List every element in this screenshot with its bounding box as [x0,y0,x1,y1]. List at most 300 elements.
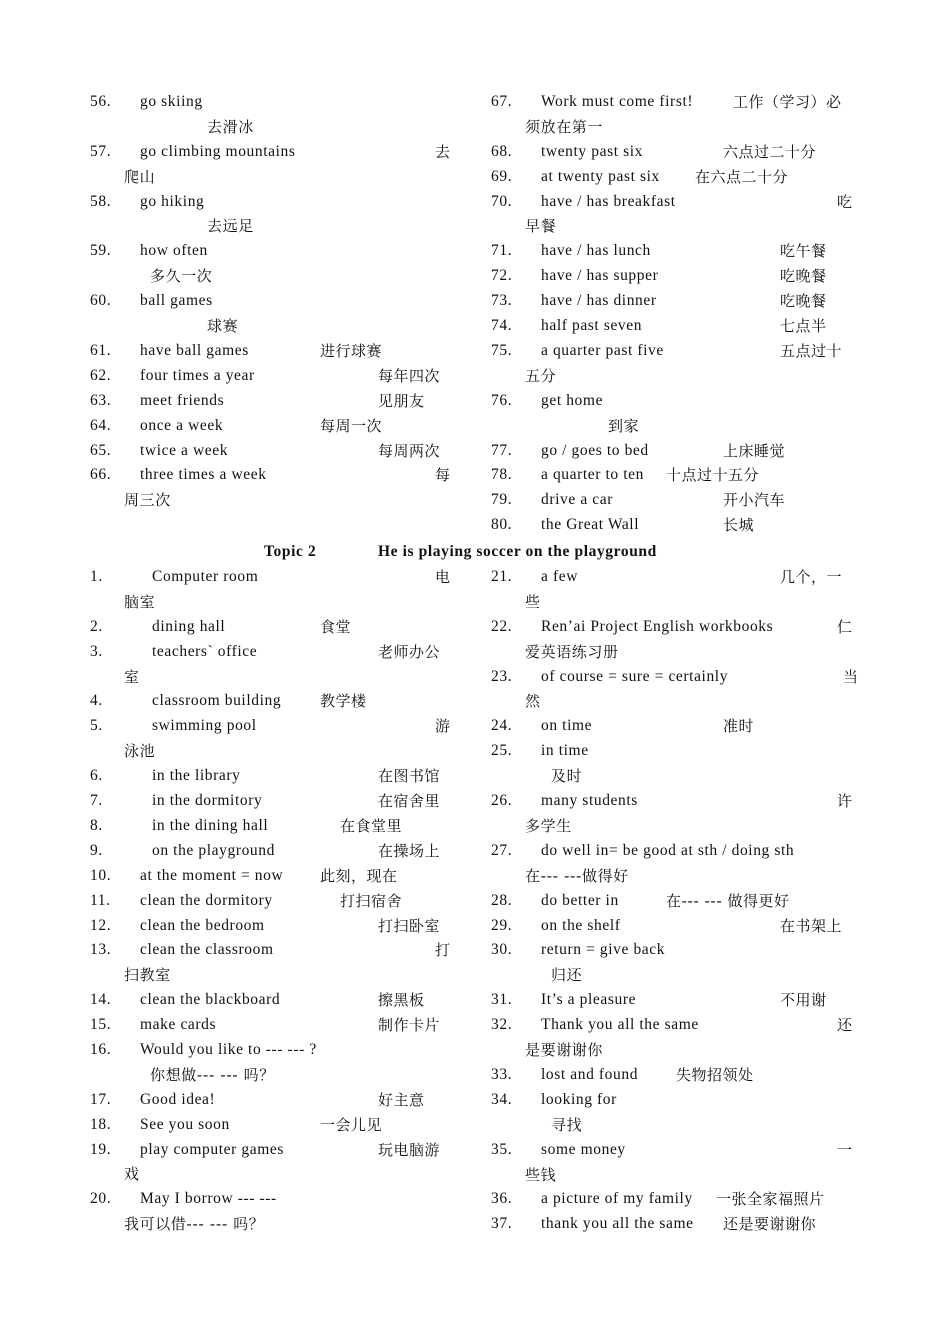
vocab-entry [90,889,455,914]
chinese-meaning: 在图书馆 [378,767,441,786]
vocab-entry [491,1187,856,1212]
chinese-meaning: 一张全家福照片 [716,1190,825,1209]
entry-number: 59. [90,242,112,260]
vocab-entry [491,1212,856,1237]
entry-number: 64. [90,416,112,434]
vocab-entry [491,938,856,988]
vocab-entry [491,165,856,190]
vocab-entry [491,289,856,314]
vocab-entry [90,364,455,389]
entry-line [491,339,856,364]
english-phrase: thank you all the same [541,1215,694,1233]
chinese-meaning-continued: 及时 [551,767,583,786]
english-phrase: once a week [140,416,224,434]
chinese-meaning-continued: 脑室 [124,592,156,611]
vocab-entry [491,839,856,889]
english-phrase: May I borrow --- --- [140,1190,277,1208]
entry-line [90,339,455,364]
english-phrase: on the playground [152,841,275,859]
english-phrase: swimming pool [152,717,257,735]
entry-line [90,640,455,665]
entry-line [491,289,856,314]
vocab-entry [491,90,856,140]
vocab-entry [90,414,455,439]
entry-line [491,140,856,165]
english-phrase: Good idea! [140,1090,216,1108]
entry-number: 23. [491,667,513,685]
english-phrase: do better in [541,891,619,909]
vocab-entry [491,264,856,289]
vocab-entry [491,513,856,538]
vocab-entry [491,988,856,1013]
entry-line [491,190,856,215]
chinese-meaning: 每 [435,466,451,485]
english-phrase: in time [541,742,589,760]
entry-line [491,264,856,289]
chinese-meaning-continued: 周三次 [124,491,171,510]
chinese-meaning: 在食堂里 [340,816,403,835]
entry-line [90,190,455,215]
entry-number: 79. [491,491,513,509]
chinese-meaning: 吃晚餐 [780,267,827,286]
chinese-meaning: 许 [837,792,853,811]
chinese-meaning: 教学楼 [320,692,367,711]
section1-left-column [90,90,455,513]
english-phrase: how often [140,242,208,260]
entry-number: 11. [90,891,111,909]
entry-number: 58. [90,192,112,210]
vocab-entry [491,1088,856,1138]
entry-line [90,839,455,864]
entry-line [90,439,455,464]
vocab-entry [491,239,856,264]
entry-line [90,988,455,1013]
entry-number: 37. [491,1215,513,1233]
chinese-meaning: 擦黑板 [378,991,425,1010]
section2-right-column [491,565,859,1237]
chinese-meaning: 还 [837,1016,853,1035]
entry-line [90,764,455,789]
vocab-entry [90,339,455,364]
chinese-meaning: 十点过十五分 [666,466,760,485]
entry-number: 69. [491,167,513,185]
chinese-meaning: 吃晚餐 [780,292,827,311]
entry-line [90,714,455,739]
entry-line [491,1088,856,1113]
english-phrase: of course = sure = certainly [541,667,729,685]
english-phrase: meet friends [140,391,225,409]
entry-number: 68. [491,142,513,160]
english-phrase: return = give back [541,941,666,959]
entry-line [90,814,455,839]
entry-line [491,1063,856,1088]
entry-number: 15. [90,1016,112,1034]
english-phrase: a few [541,568,578,585]
chinese-meaning: 游 [435,717,451,736]
chinese-meaning: 六点过二十分 [723,142,817,161]
chinese-meaning: 工作（学习）必 [733,93,842,111]
vocab-entry [491,665,859,715]
chinese-meaning: 电 [435,568,451,586]
english-phrase: Work must come first! [541,93,694,110]
entry-number: 14. [90,991,112,1009]
entry-number: 22. [491,617,513,635]
vocab-entry [90,615,455,640]
entry-line [90,1138,455,1163]
english-phrase: a quarter past five [541,341,664,359]
entry-number: 16. [90,1040,112,1058]
entry-line [90,90,455,115]
entry-number: 78. [491,466,513,484]
vocab-entry [491,889,856,914]
vocab-entry [90,565,455,615]
entry-line [90,1013,455,1038]
chinese-meaning: 还是要谢谢你 [723,1215,817,1234]
vocab-entry [90,814,455,839]
entry-number: 31. [491,991,513,1009]
chinese-meaning: 进行球赛 [320,341,383,360]
chinese-meaning: 去 [435,142,451,161]
entry-line [90,140,455,165]
entry-number: 13. [90,941,112,959]
vocab-entry [491,190,856,240]
entry-number: 20. [90,1190,112,1208]
vocab-entry [90,789,455,814]
vocab-entry [90,1088,455,1113]
topic-title: He is playing soccer on the playground [378,543,657,560]
entry-number: 66. [90,466,112,484]
entry-line [90,864,455,889]
chinese-meaning: 食堂 [320,617,352,636]
english-phrase: Would you like to --- --- ? [140,1040,317,1058]
entry-line [90,889,455,914]
chinese-meaning-continued: 到家 [608,416,640,435]
vocab-entry [491,488,856,513]
chinese-meaning-continued: 归还 [551,966,583,985]
chinese-meaning-continued: 在--- ---做得好 [525,866,629,885]
chinese-meaning-continued: 些钱 [525,1165,557,1184]
entry-number: 5. [90,717,103,735]
chinese-meaning: 每周一次 [320,416,383,435]
entry-line [90,414,455,439]
section1-right-column [491,90,856,538]
chinese-meaning: 一 [837,1140,853,1159]
entry-number: 3. [90,642,103,660]
english-phrase: at twenty past six [541,167,660,185]
entry-number: 30. [491,941,513,959]
chinese-meaning-continued: 爱英语练习册 [525,642,619,661]
entry-line [491,488,856,513]
english-phrase: on the shelf [541,916,621,934]
english-phrase: Computer room [152,568,259,585]
chinese-meaning: 不用谢 [780,991,827,1010]
vocab-entry [90,1138,455,1188]
entry-line [491,314,856,339]
vocab-entry [491,1063,856,1088]
vocab-entry [90,938,455,988]
entry-line [491,1212,856,1237]
entry-number: 77. [491,441,513,459]
entry-number: 28. [491,891,513,909]
vocab-entry [491,389,856,439]
chinese-meaning: 五点过十 [780,341,843,360]
entry-number: 75. [491,341,513,359]
english-phrase: in the dining hall [152,816,269,834]
entry-line [491,463,856,488]
section2-left-column [90,565,455,1237]
vocab-entry [90,839,455,864]
vocab-entry [491,739,856,789]
english-phrase: Ren’ai Project English workbooks [541,617,774,635]
entry-number: 61. [90,341,112,359]
english-phrase: twice a week [140,441,229,459]
entry-number: 19. [90,1140,112,1158]
english-phrase: go skiing [140,93,203,110]
english-phrase: four times a year [140,366,255,384]
entry-number: 32. [491,1016,513,1034]
entry-number: 60. [90,292,112,310]
entry-line [491,988,856,1013]
english-phrase: in the dormitory [152,792,263,810]
vocab-entry [90,463,455,513]
chinese-meaning: 上床睡觉 [723,441,786,460]
entry-number: 8. [90,816,103,834]
chinese-meaning-continued: 球赛 [207,317,239,336]
entry-number: 7. [90,792,103,810]
chinese-meaning-continued: 爬山 [124,167,156,186]
entry-number: 72. [491,267,513,285]
english-phrase: dining hall [152,617,226,635]
chinese-meaning: 制作卡片 [378,1016,441,1035]
entry-number: 6. [90,767,103,785]
vocab-entry [491,1013,856,1063]
entry-line [491,1187,856,1212]
vocab-entry [90,140,455,190]
entry-line [90,364,455,389]
vocab-entry [90,389,455,414]
chinese-meaning: 在六点二十分 [695,167,789,186]
entry-line [491,165,856,190]
chinese-meaning-continued: 须放在第一 [525,117,604,136]
english-phrase: the Great Wall [541,516,640,534]
entry-line [491,565,856,590]
english-phrase: play computer games [140,1140,284,1158]
vocab-entry [90,988,455,1013]
chinese-meaning: 吃 [837,192,853,211]
english-phrase: have / has breakfast [541,192,676,210]
chinese-meaning-continued: 然 [525,692,541,711]
vocab-entry [90,714,455,764]
vocab-entry [491,439,856,464]
vocab-entry [90,764,455,789]
chinese-meaning-continued: 去远足 [207,217,254,236]
entry-number: 76. [491,391,513,409]
vocab-entry [491,1138,856,1188]
vocab-entry [90,239,455,289]
entry-number: 9. [90,841,103,859]
vocab-entry [491,463,856,488]
english-phrase: have / has supper [541,267,659,285]
chinese-meaning: 吃午餐 [780,242,827,261]
chinese-meaning-continued: 泳池 [124,742,156,761]
entry-line [491,1013,856,1038]
english-phrase: on time [541,717,593,735]
chinese-meaning: 仁 [837,617,853,636]
entry-line [90,689,455,714]
vocab-entry [90,864,455,889]
vocab-entry [90,1038,455,1088]
entry-line [90,615,455,640]
english-phrase: teachers` office [152,642,258,660]
entry-line [90,389,455,414]
entry-line [90,1088,455,1113]
vocab-entry [90,689,455,714]
entry-number: 4. [90,692,103,710]
entry-line [90,463,455,488]
entry-line [90,1113,455,1138]
english-phrase: get home [541,391,604,409]
english-phrase: have / has lunch [541,242,651,260]
english-phrase: have / has dinner [541,292,657,310]
chinese-meaning-continued: 多久一次 [150,267,213,286]
vocab-entry [90,439,455,464]
english-phrase: clean the dormitory [140,891,273,909]
chinese-meaning: 打扫卧室 [378,916,441,935]
entry-number: 57. [90,142,112,160]
chinese-meaning: 见朋友 [378,391,425,410]
entry-number: 67. [491,93,513,110]
english-phrase: do well in= be good at sth / doing sth [541,841,795,859]
english-phrase: See you soon [140,1115,230,1133]
entry-number: 25. [491,742,513,760]
english-phrase: Thank you all the same [541,1016,699,1034]
chinese-meaning-continued: 戏 [124,1165,140,1184]
entry-number: 36. [491,1190,513,1208]
english-phrase: three times a week [140,466,267,484]
english-phrase: some money [541,1140,626,1158]
entry-line [491,439,856,464]
chinese-meaning: 好主意 [378,1090,425,1109]
chinese-meaning: 在操场上 [378,841,441,860]
chinese-meaning-continued: 扫教室 [124,966,171,985]
chinese-meaning: 几个，一 [780,568,843,586]
english-phrase: in the library [152,767,241,785]
entry-line [90,239,455,264]
vocab-entry [90,190,455,240]
chinese-meaning-continued: 你想做--- --- 吗？ [150,1065,275,1084]
vocab-entry [491,615,856,665]
chinese-meaning: 准时 [723,717,755,736]
chinese-meaning: 打 [435,941,451,960]
vocab-entry [491,314,856,339]
vocab-entry [491,339,856,389]
english-phrase: It’s a pleasure [541,991,637,1009]
entry-number: 33. [491,1065,513,1083]
entry-line [90,289,455,314]
english-phrase: ball games [140,292,213,310]
chinese-meaning: 长城 [723,516,755,535]
entry-line [491,739,856,764]
entry-line [491,513,856,538]
entry-number: 2. [90,617,103,635]
vocab-entry [491,789,856,839]
entry-number: 1. [90,568,103,585]
vocab-entry [491,714,856,739]
english-phrase: classroom building [152,692,282,710]
chinese-meaning: 在--- --- 做得更好 [666,891,790,910]
chinese-meaning-continued: 去滑冰 [207,117,254,136]
chinese-meaning-continued: 室 [124,667,140,686]
entry-number: 17. [90,1090,112,1108]
vocab-entry [90,1013,455,1038]
vocab-entry [90,90,455,140]
entry-line [491,1138,856,1163]
entry-number: 18. [90,1115,112,1133]
entry-number: 73. [491,292,513,310]
chinese-meaning: 在书架上 [780,916,843,935]
english-phrase: a picture of my family [541,1190,693,1208]
english-phrase: half past seven [541,317,643,335]
entry-line [491,239,856,264]
entry-line [491,889,856,914]
chinese-meaning: 此刻，现在 [320,866,398,885]
vocab-entry [90,640,455,690]
chinese-meaning-continued: 多学生 [525,816,572,835]
entry-line [491,615,856,640]
english-phrase: clean the bedroom [140,916,265,934]
entry-line [491,789,856,814]
chinese-meaning: 打扫宿舍 [340,891,403,910]
chinese-meaning: 每周两次 [378,441,441,460]
english-phrase: clean the blackboard [140,991,281,1009]
chinese-meaning: 老师办公 [378,642,441,661]
english-phrase: make cards [140,1016,217,1034]
english-phrase: go hiking [140,192,205,210]
entry-number: 65. [90,441,112,459]
english-phrase: twenty past six [541,142,643,160]
entry-number: 80. [491,516,513,534]
entry-number: 34. [491,1090,513,1108]
entry-line [491,914,856,939]
entry-number: 26. [491,792,513,810]
chinese-meaning: 玩电脑游 [378,1140,441,1159]
english-phrase: clean the classroom [140,941,274,959]
entry-number: 35. [491,1140,513,1158]
entry-line [491,938,856,963]
entry-line [90,1187,455,1212]
english-phrase: lost and found [541,1065,639,1083]
english-phrase: drive a car [541,491,613,509]
entry-line [90,565,455,590]
english-phrase: a quarter to ten [541,466,644,484]
entry-number: 71. [491,242,513,260]
entry-number: 70. [491,192,513,210]
chinese-meaning-continued: 早餐 [525,217,557,236]
vocab-entry [491,140,856,165]
entry-number: 63. [90,391,112,409]
english-phrase: go / goes to bed [541,441,649,459]
vocab-entry [90,1187,455,1237]
entry-line [90,1038,455,1063]
section-heading [0,540,950,565]
entry-line [90,938,455,963]
entry-line [491,665,859,690]
vocab-entry [90,289,455,339]
vocab-entry [491,565,856,615]
entry-number: 27. [491,841,513,859]
english-phrase: have ball games [140,341,249,359]
chinese-meaning-continued: 些 [525,592,541,611]
